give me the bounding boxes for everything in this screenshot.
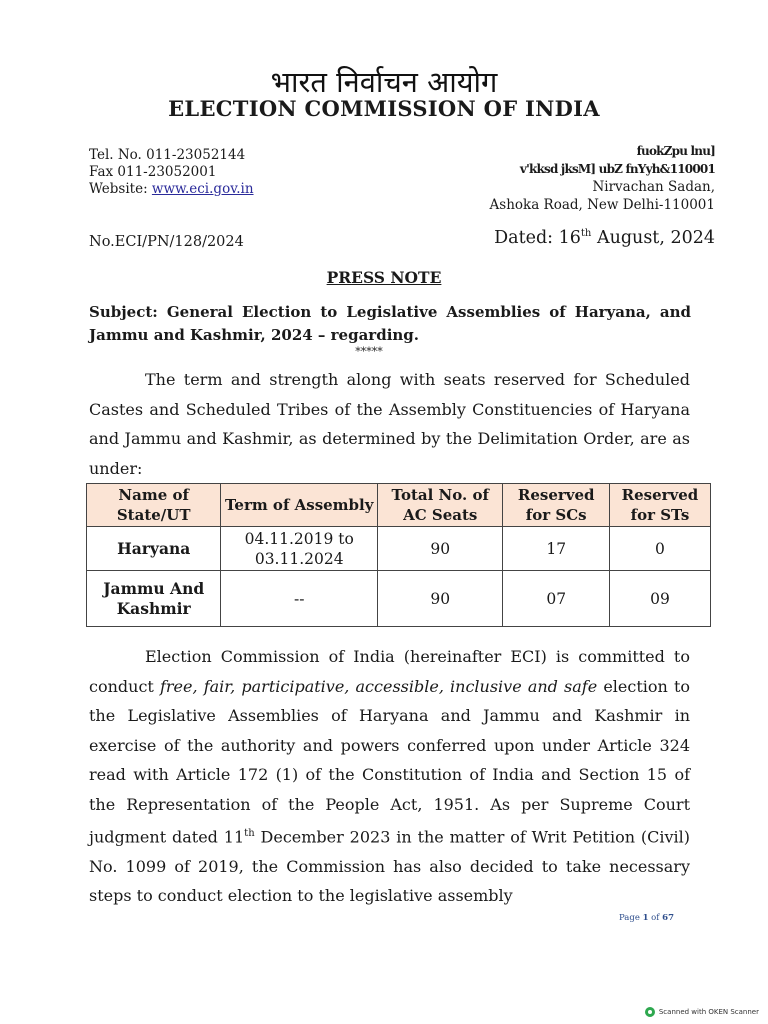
paragraph-commitment-emphasis: free, fair, participative, accessible, inclusive and safe	[159, 676, 598, 696]
address-line1: Nirvachan Sadan,	[592, 179, 715, 195]
delimitation-table	[86, 483, 711, 627]
date-rest: August, 2024	[591, 228, 715, 248]
table-row	[87, 571, 711, 627]
cell-term: 04.11.2019 to 03.11.2024	[221, 527, 378, 571]
scanner-watermark	[645, 1007, 759, 1017]
cell-term: --	[221, 571, 378, 627]
address-block	[490, 142, 715, 214]
cell-total-seats: 90	[378, 527, 503, 571]
header-reserved-sc: Reserved for SCs	[503, 484, 609, 527]
hindi-address-line1: fuokZpu lnu]	[636, 144, 715, 158]
date-prefix: Dated: 16	[494, 228, 581, 248]
cell-state: Jammu And Kashmir	[87, 571, 221, 627]
fax: Fax 011-23052001	[89, 164, 217, 180]
cell-reserved-sc: 07	[503, 571, 609, 627]
paragraph-commitment-part1: Election Commission of India (hereinafter ECI) is committed to conduct	[89, 647, 690, 696]
cell-reserved-sc: 17	[503, 527, 609, 571]
date-line	[494, 228, 715, 248]
cell-total-seats: 90	[378, 571, 503, 627]
page-of: of	[648, 913, 663, 923]
address-line2: Ashoka Road, New Delhi-110001	[489, 197, 715, 213]
paragraph-commitment	[89, 642, 690, 911]
hindi-address-line2: v'kksd jksM] ubZ fnYyh&110001	[519, 162, 715, 176]
scanner-logo-icon	[645, 1007, 655, 1017]
header-state: Name of State/UT	[87, 484, 221, 527]
page-word: Page	[618, 913, 643, 923]
telephone: Tel. No. 011-23052144	[89, 147, 246, 163]
header-term: Term of Assembly	[221, 484, 378, 527]
paragraph-intro-text: The term and strength along with seats reserved for Scheduled Castes and Scheduled Tribes of the Assembly Constituencies of Haryana and Jammu and Kashmir, as determined by the Delimitation Order, are as under:	[89, 370, 690, 478]
contact-block	[89, 147, 254, 198]
hindi-title: भारत निर्वाचन आयोग	[270, 65, 498, 99]
paragraph-commitment-sup: th	[244, 828, 255, 839]
header-reserved-st: Reserved for STs	[609, 484, 710, 527]
page-total: 67	[662, 913, 674, 923]
paragraph-intro	[89, 365, 690, 483]
separator-stars: *****	[355, 345, 383, 358]
table-row	[87, 527, 711, 571]
cell-reserved-st: 0	[609, 527, 710, 571]
date-suffix-sup: th	[580, 228, 592, 240]
website-label: Website:	[89, 181, 152, 197]
table-header-row	[87, 484, 711, 527]
page-number	[619, 913, 674, 923]
commission-title: ELECTION COMMISSION OF INDIA	[168, 96, 600, 121]
website-link[interactable]: www.eci.gov.in	[151, 181, 254, 197]
cell-reserved-st: 09	[609, 571, 710, 627]
header-total-seats: Total No. of AC Seats	[378, 484, 503, 527]
cell-state: Haryana	[87, 527, 221, 571]
reference-number: No.ECI/PN/128/2024	[89, 234, 244, 250]
paragraph-commitment-part3: December 2023 in the matter of Writ Petition (Civil) No. 1099 of 2019, the Commission has also decided to take necessary steps to conduct election to the legislative assembly	[89, 827, 691, 906]
scanner-text: Scanned with OKEN Scanner	[658, 1008, 759, 1016]
page-current: 1	[642, 913, 649, 923]
website-line	[89, 181, 254, 198]
paragraph-commitment-part2: election to the Legislative Assemblies of Haryana and Jammu and Kashmir in exercise of the authority and powers conferred upon under Article 324 read with Article 172 (1) of the Constitution of India and Section 15 of the Representation of the People Act, 1951. As per Supreme Court judgment dated 11	[89, 676, 691, 847]
press-note-heading: PRESS NOTE	[326, 268, 442, 287]
subject-line: Subject: General Election to Legislative Assemblies of Haryana, and Jammu and Kashmir, 2024 – regarding.	[89, 303, 691, 344]
